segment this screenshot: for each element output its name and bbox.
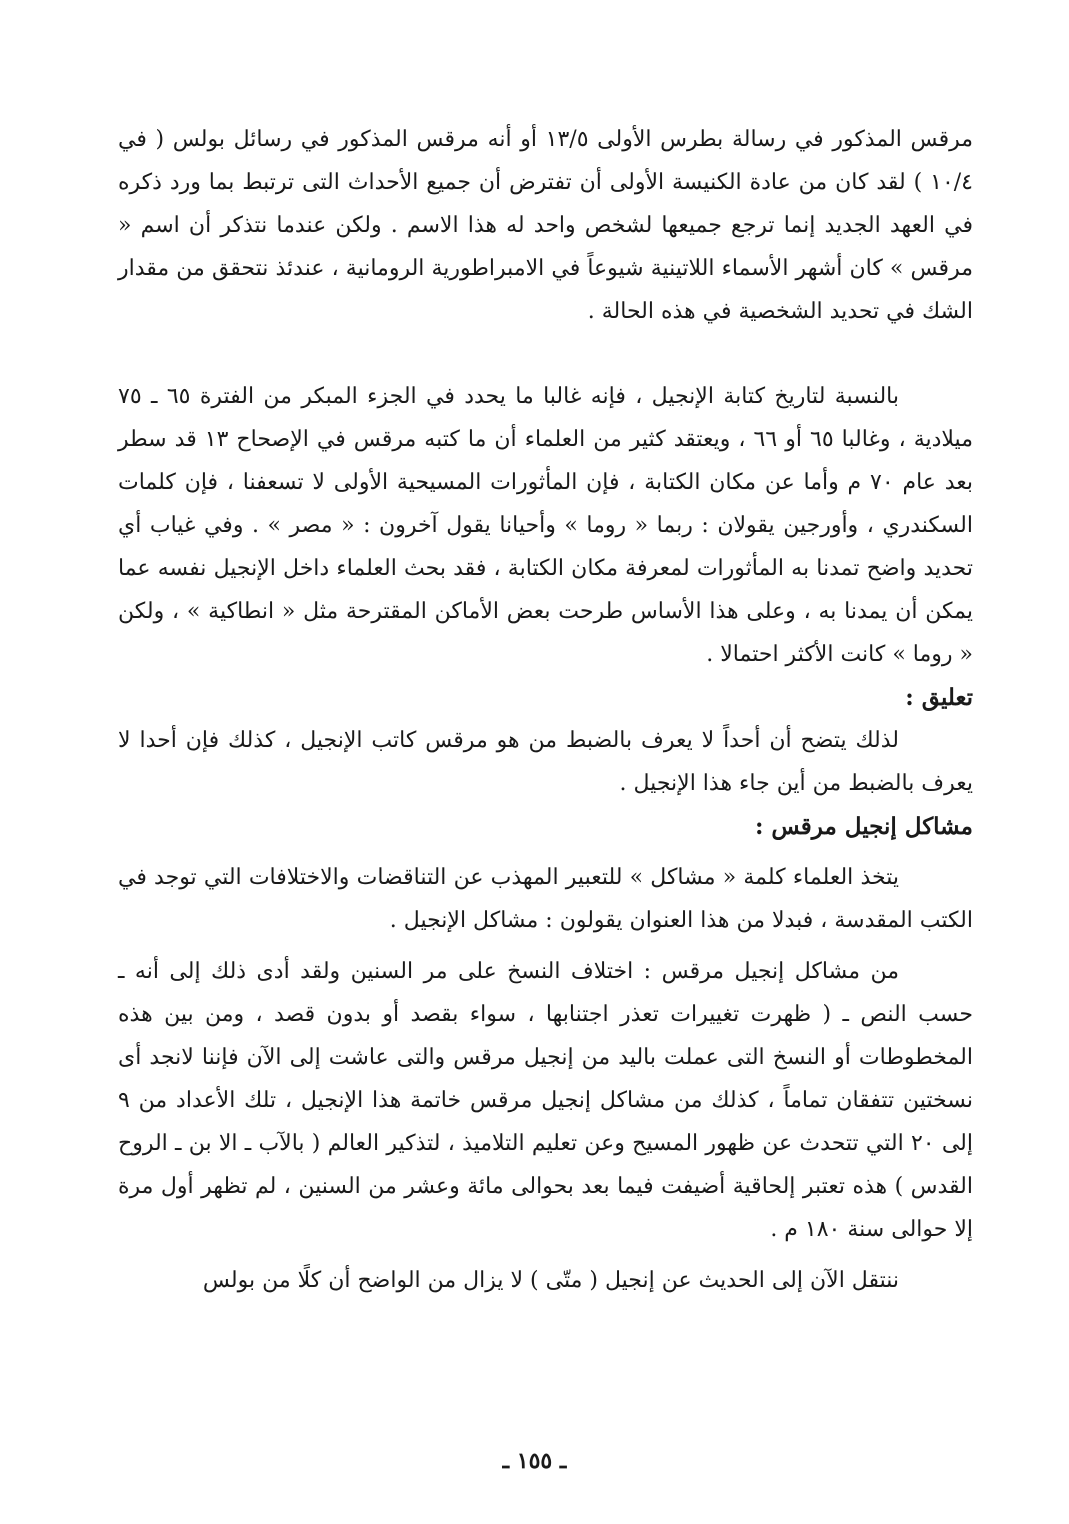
heading-comment: تعليق : xyxy=(905,684,973,711)
paragraph-5: من مشاكل إنجيل مرقس : اختلاف النسخ على مر السنين ولقد أدى ذلك إلى أنه ـ حسب النص ـ ( ظهرت تغييرات تعذر اجتنابها ، سواء بقصد أو بدون قصد ، ومن بين هذه المخطوطات أو النسخ التى عملت باليد من إنجيل مرقس والتى عاشت إلى الآن فإننا لانجد أى نسختين تتفقان تماماً ، كذلك من مشاكل إنجيل مرقس خاتمة هذا الإنجيل ، تلك الأعداد من ٩ إلى ٢٠ التي تتحدث عن ظهور المسيح وعن تعليم التلاميذ ، لتذكير العالم ( بالآب ـ الا بن ـ الروح القدس ) هذه تعتبر إلحاقية أضيفت فيما بعد بحوالى مائة وعشر من السنين ، لم تظهر أول مرة إلا حوالى سنة ١٨٠ م . xyxy=(118,959,973,1242)
heading-problems: مشاكل إنجيل مرقس : xyxy=(754,813,973,840)
page-number: ـ ١٥٥ ـ xyxy=(502,1448,567,1474)
paragraph-1: مرقس المذكور في رسالة بطرس الأولى ١٣/٥ أو أنه مرقس المذكور في رسائل بولس ( في ١٠/٤ ) لقد كان من عادة الكنيسة الأولى أن تفترض أن جميع الأحداث التى ترتبط بما ورد ذكره في العهد الجديد إنما ترجع جميعها لشخص واحد له هذا الاسم . ولكن عندما نتذكر أن اسم « مرقس » كان أشهر الأسماء اللاتينية شيوعاً في الامبراطورية الرومانية ، عندئذ نتحقق من مقدار الشك في تحديد الشخصية في هذه الحالة . xyxy=(118,127,974,324)
paragraph-6: ننتقل الآن إلى الحديث عن إنجيل ( متّى ) لا يزال من الواضح أن كلًا من بولس xyxy=(202,1268,899,1293)
paragraph-2: بالنسبة لتاريخ كتابة الإنجيل ، فإنه غالبا ما يحدد في الجزء المبكر من الفترة ٦٥ ـ ٧٥ ميلادية ، وغالبا ٦٥ أو ٦٦ ، ويعتقد كثير من العلماء أن ما كتبه مرقس في الإصحاح ١٣ قد سطر بعد عام ٧٠ م وأما عن مكان الكتابة ، فإن المأثورات المسيحية الأولى لا تسعفنا ، فإن كلمات السكندري ، وأورجين يقولان : ربما « روما » وأحيانا يقول آخرون : « مصر » . وفي غياب أي تحديد واضح تمدنا به المأثورات لمعرفة مكان الكتابة ، فقد بحث العلماء داخل الإنجيل نفسه عما يمكن أن يمدنا به ، وعلى هذا الأساس طرحت بعض الأماكن المقترحة مثل « انطاكية » ، ولكن « روما » كانت الأكثر احتمالا . xyxy=(118,384,973,667)
paragraph-3: لذلك يتضح أن أحداً لا يعرف بالضبط من هو مرقس كاتب الإنجيل ، كذلك فإن أحدا لا يعرف بالضبط من أين جاء هذا الإنجيل . xyxy=(118,728,973,796)
paragraph-4: يتخذ العلماء كلمة « مشاكل » للتعبير المهذب عن التناقضات والاختلافات التي توجد في الكتب المقدسة ، فبدلا من هذا العنوان يقولون : مشاكل الإنجيل . xyxy=(118,865,973,933)
page-body xyxy=(118,118,973,1464)
